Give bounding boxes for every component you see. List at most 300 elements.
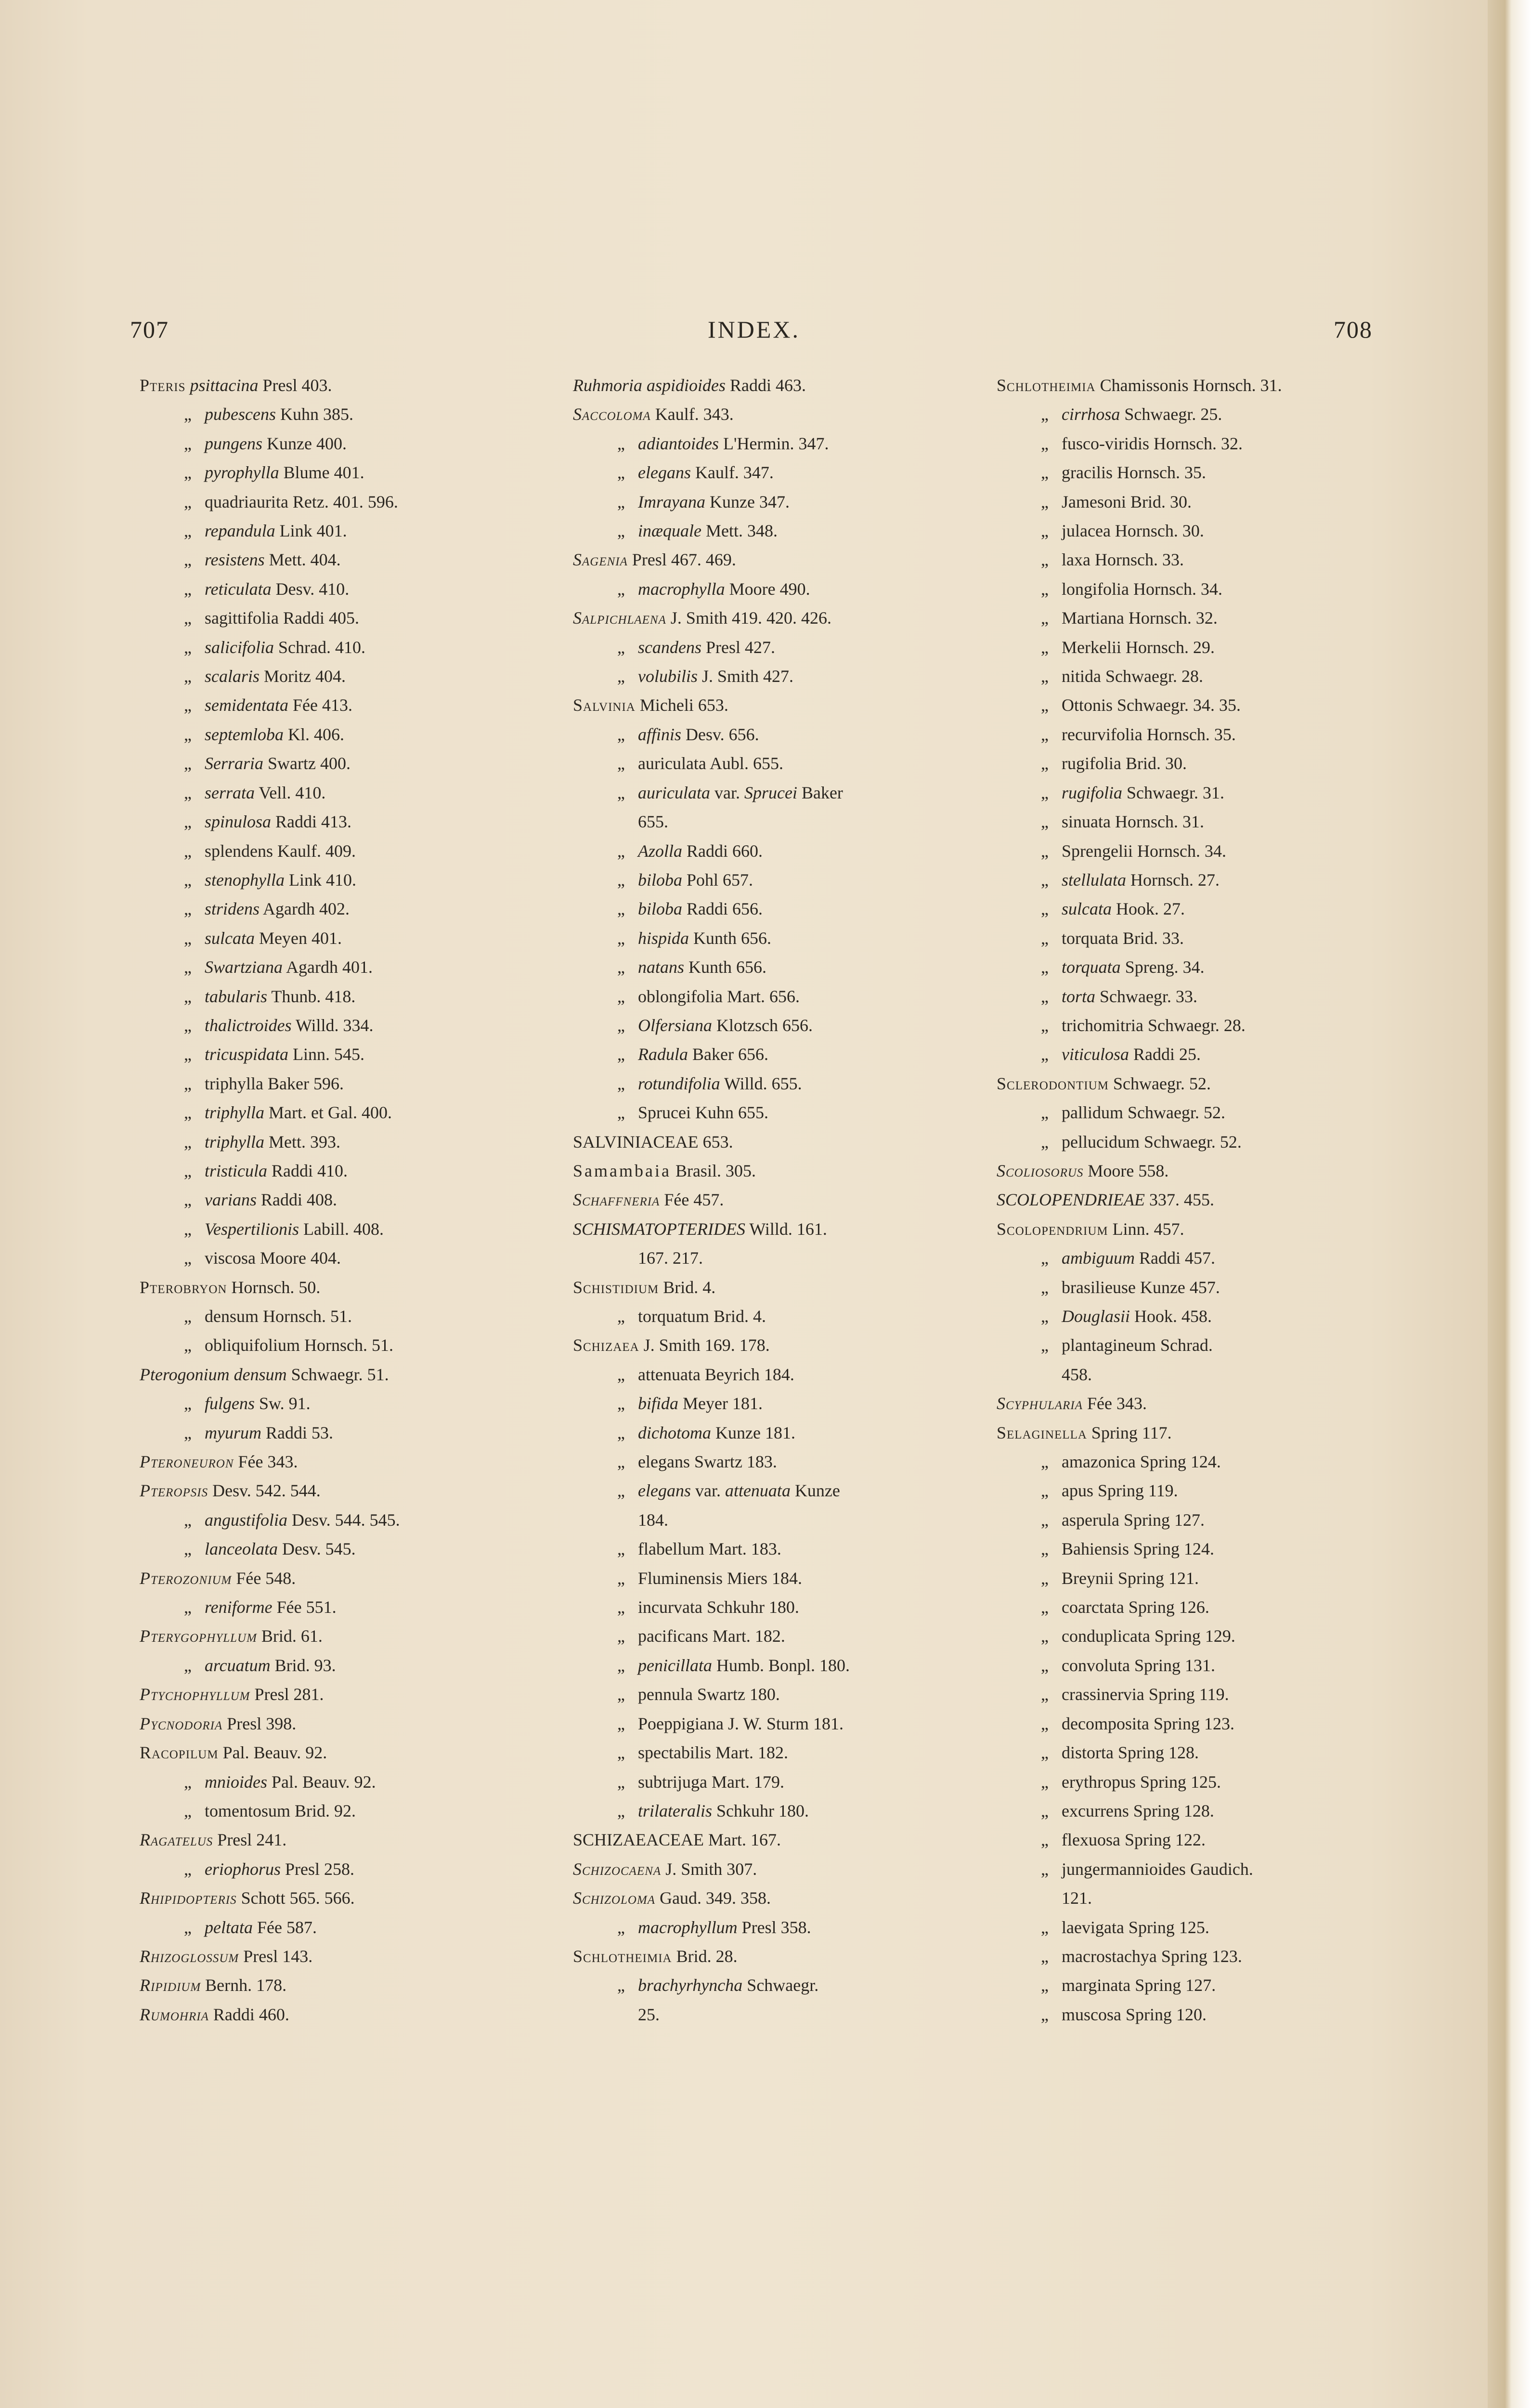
species-name: plantagineum (1062, 1335, 1156, 1355)
species-name: sulcata (1062, 899, 1112, 919)
authority: Swartz 183. (694, 1452, 777, 1472)
authority: Vell. 410. (259, 783, 326, 802)
index-entry (997, 1971, 1415, 2000)
species-name: conduplicata (1062, 1626, 1150, 1646)
authority: Mart. 182. (712, 1626, 785, 1646)
species-name: stridens (205, 899, 260, 919)
index-entry (573, 1971, 987, 2000)
authority: Hornsch. 33. (1094, 550, 1184, 570)
index-entry (140, 371, 554, 400)
authority: Schwaegr. 52. (1113, 1073, 1211, 1093)
authority: Mart. 656. (727, 986, 800, 1006)
ditto-mark: „ (1041, 1597, 1049, 1617)
authority: Raddi 460. (213, 2004, 289, 2024)
ditto-mark: „ (617, 957, 625, 977)
species-name: marginata (1062, 1976, 1131, 1995)
index-entry (997, 1884, 1415, 1912)
ditto-mark: „ (184, 637, 192, 657)
index-entry (573, 1389, 987, 1418)
index-entry (140, 894, 554, 923)
authority: 337. 455. (1149, 1190, 1214, 1210)
authority: Schwaegr. 52. (1128, 1103, 1225, 1123)
authority: Schrad. (1160, 1335, 1213, 1355)
ditto-mark: „ (184, 667, 192, 686)
authority: Meyer 181. (683, 1394, 763, 1413)
index-entry (997, 633, 1415, 662)
species-name: Poeppigiana (638, 1714, 724, 1733)
species-name: recurvifolia (1062, 724, 1142, 744)
ditto-mark: „ (1041, 1045, 1049, 1064)
species-name: angustifolia (205, 1510, 288, 1530)
index-entry (573, 953, 987, 982)
genus-name: Scoliosorus (997, 1161, 1084, 1180)
authority: Aubl. 655. (709, 754, 783, 773)
index-entry (140, 1796, 554, 1825)
index-entry (573, 1127, 987, 1156)
species-name: rugifolia (1062, 754, 1121, 773)
index-entry (997, 429, 1415, 458)
species-name: triphylla (205, 1103, 264, 1123)
ditto-mark: „ (617, 463, 625, 483)
species-name: fusco-viridis (1062, 433, 1149, 453)
authority: Spreng. 34. (1125, 957, 1205, 977)
index-entry (573, 807, 987, 836)
genus-name: Pteropsis (140, 1481, 208, 1501)
species-name: septemloba (205, 724, 284, 744)
species-name: quadriaurita (205, 492, 288, 511)
index-entry (573, 1651, 987, 1680)
genus-name: Salvinia (573, 695, 636, 715)
genus-name: Schaffneria (573, 1190, 660, 1210)
index-entry (140, 982, 554, 1011)
ditto-mark: „ (1041, 1976, 1049, 1995)
index-entry (573, 371, 987, 400)
authority: Spring 121. (1117, 1568, 1199, 1588)
species-name: attenuata (638, 1364, 701, 1384)
authority: var. attenuata Kunze (695, 1481, 840, 1501)
variety-name: attenuata (725, 1481, 791, 1501)
authority: Brid. 4. (713, 1307, 766, 1326)
index-entry (140, 1971, 554, 2000)
authority: Klotzsch 656. (716, 1015, 813, 1035)
index-entry (997, 1709, 1415, 1738)
index-entry (997, 1476, 1415, 1505)
index-entry (573, 1098, 987, 1127)
authority: Brid. 93. (274, 1655, 336, 1675)
index-entry (140, 516, 554, 545)
species-name: pubescens (205, 405, 276, 424)
species-name: Swartziana (205, 957, 283, 977)
index-entry (997, 1534, 1415, 1563)
species-name: peltata (205, 1917, 253, 1937)
ditto-mark: „ (617, 1568, 625, 1588)
ditto-mark: „ (184, 608, 192, 628)
species-name: ambiguum (1062, 1248, 1135, 1268)
authority: Kunth 656. (693, 928, 772, 948)
species-name: splendens (205, 841, 273, 861)
index-entry (573, 2000, 987, 2029)
ditto-mark: „ (1041, 870, 1049, 890)
species-name: auriculata (638, 754, 706, 773)
species-name: laxa (1062, 550, 1090, 570)
ditto-mark: „ (1041, 1655, 1049, 1675)
index-entry (997, 603, 1415, 632)
authority: Fée 343. (238, 1452, 298, 1472)
index-entry (140, 1302, 554, 1331)
ditto-mark: „ (184, 870, 192, 890)
authority: Desv. 545. (282, 1539, 356, 1559)
index-entry (573, 749, 987, 778)
species-name: fulgens (205, 1394, 255, 1413)
index-entry (140, 720, 554, 749)
species-name: tabularis (205, 986, 268, 1006)
ditto-mark: „ (617, 1743, 625, 1763)
genus-name: Schizocaena (573, 1859, 662, 1879)
authority: Spring 119. (1148, 1685, 1229, 1704)
authority: Pal. Beauv. 92. (272, 1772, 376, 1792)
species-name: reticulata (205, 579, 272, 599)
authority: Hornsch. 32. (1153, 433, 1243, 453)
genus-name: SCHIZAEACEAE (573, 1830, 704, 1850)
index-entry (573, 894, 987, 923)
genus-name: Ruhmoria (573, 376, 642, 395)
authority: Spring 128. (1133, 1801, 1214, 1820)
authority: Bernh. 178. (205, 1976, 287, 1995)
index-entry (140, 953, 554, 982)
species-name: aspidioides (647, 376, 726, 395)
ditto-mark: „ (1041, 667, 1049, 686)
authority: Desv. 542. 544. (212, 1481, 321, 1501)
index-entry (573, 487, 987, 516)
authority: Schkuhr 180. (716, 1801, 809, 1820)
entry-continuation: 184. (638, 1510, 668, 1530)
ditto-mark: „ (617, 1015, 625, 1035)
ditto-mark: „ (617, 1772, 625, 1792)
ditto-mark: „ (1041, 1277, 1049, 1297)
ditto-mark: „ (184, 695, 192, 715)
ditto-mark: „ (184, 986, 192, 1006)
ditto-mark: „ (617, 1452, 625, 1472)
species-name: decomposita (1062, 1714, 1149, 1733)
species-name: laevigata (1062, 1917, 1124, 1937)
authority: Kunze 457. (1140, 1277, 1220, 1297)
ditto-mark: „ (184, 1394, 192, 1413)
index-entry (140, 749, 554, 778)
authority: J. Smith 419. 420. 426. (670, 608, 831, 628)
entry-continuation: 167. 217. (638, 1248, 703, 1268)
ditto-mark: „ (1041, 841, 1049, 861)
authority: Presl 143. (243, 1946, 313, 1966)
species-name: Imrayana (638, 492, 705, 511)
index-entry (573, 1767, 987, 1796)
genus-name: SCOLOPENDRIEAE (997, 1190, 1145, 1210)
index-entry (997, 371, 1415, 400)
index-entry (997, 1418, 1415, 1447)
ditto-mark: „ (184, 463, 192, 483)
species-name: stellulata (1062, 870, 1126, 890)
index-entry (573, 1447, 987, 1476)
genus-name: Ragatelus (140, 1830, 213, 1850)
species-name: resistens (205, 550, 265, 570)
ditto-mark: „ (184, 841, 192, 861)
index-entry (140, 1185, 554, 1214)
index-entry (573, 1069, 987, 1098)
index-entry (997, 894, 1415, 923)
index-entry (140, 400, 554, 429)
ditto-mark: „ (1041, 928, 1049, 948)
ditto-mark: „ (1041, 1103, 1049, 1123)
genus-name: SCHISMATOPTERIDES (573, 1219, 745, 1239)
species-name: eriophorus (205, 1859, 281, 1879)
index-entry (140, 487, 554, 516)
index-entry (997, 516, 1415, 545)
ditto-mark: „ (1041, 1917, 1049, 1937)
ditto-mark: „ (1041, 899, 1049, 919)
species-name: serrata (205, 783, 255, 802)
ditto-mark: „ (617, 1394, 625, 1413)
species-name: Bahiensis (1062, 1539, 1129, 1559)
authority: Spring 120. (1125, 2004, 1207, 2024)
ditto-mark: „ (617, 1655, 625, 1675)
ditto-mark: „ (617, 667, 625, 686)
authority: Baker 596. (267, 1073, 344, 1093)
ditto-mark: „ (184, 1423, 192, 1442)
authority: Schwaegr. 28. (1147, 1015, 1246, 1035)
authority: Hornsch. 27. (1130, 870, 1220, 890)
right-page-number: 708 (1334, 316, 1373, 343)
ditto-mark: „ (1041, 1335, 1049, 1355)
index-entry (997, 953, 1415, 982)
genus-name: Rumohria (140, 2004, 209, 2024)
species-name: flabellum (638, 1539, 704, 1559)
species-name: Sprucei (638, 1103, 691, 1123)
species-name: asperula (1062, 1510, 1119, 1530)
index-entry (573, 1302, 987, 1331)
index-entry (573, 865, 987, 894)
authority: Agardh 402. (263, 899, 350, 919)
authority: Presl 241. (217, 1830, 287, 1850)
authority: Link 401. (279, 521, 347, 541)
authority: Spring 122. (1124, 1830, 1206, 1850)
ditto-mark: „ (617, 1045, 625, 1064)
species-name: rugifolia (1062, 783, 1123, 802)
ditto-mark: „ (617, 1481, 625, 1501)
authority: Retz. 401. 596. (292, 492, 398, 511)
index-entry (140, 545, 554, 574)
authority: Raddi 656. (687, 899, 763, 919)
index-entry (140, 1360, 554, 1389)
genus-name: Saccoloma (573, 405, 651, 424)
index-entry (573, 1215, 987, 1243)
ditto-mark: „ (617, 899, 625, 919)
ditto-mark: „ (184, 1307, 192, 1326)
index-entry (140, 1069, 554, 1098)
ditto-mark: „ (1041, 1801, 1049, 1820)
ditto-mark: „ (1041, 1772, 1049, 1792)
authority: Hornsch. 32. (1128, 608, 1218, 628)
index-entry (997, 1505, 1415, 1534)
authority: Hornsch. 35. (1116, 463, 1206, 483)
ditto-mark: „ (1041, 1626, 1049, 1646)
authority: Raddi 463. (730, 376, 806, 395)
species-name: hispida (638, 928, 689, 948)
species-name: incurvata (638, 1597, 702, 1617)
index-entry (140, 662, 554, 691)
index-entry (573, 1273, 987, 1302)
authority: Schwaegr. (747, 1976, 819, 1995)
authority: Presl 281. (254, 1685, 324, 1704)
index-entry (573, 1476, 987, 1505)
authority: Brid. 4. (663, 1277, 716, 1297)
authority: Spring 127. (1135, 1976, 1216, 1995)
authority: Spring 128. (1117, 1743, 1199, 1763)
species-name: spectabilis (638, 1743, 711, 1763)
index-entry (140, 1505, 554, 1534)
species-name: thalictroides (205, 1015, 292, 1035)
entry-continuation: 121. (1062, 1888, 1092, 1908)
index-entry (573, 1738, 987, 1767)
authority: Schwaegr. 34. 35. (1117, 695, 1241, 715)
ditto-mark: „ (184, 405, 192, 424)
authority: Desv. 544. 545. (292, 1510, 400, 1530)
authority: Thunb. 418. (271, 986, 356, 1006)
ditto-mark: „ (1041, 1714, 1049, 1733)
genus-name: Selaginella (997, 1423, 1087, 1442)
authority: Raddi 410. (272, 1161, 348, 1180)
genus-name: Pterygophyllum (140, 1626, 257, 1646)
ditto-mark: „ (617, 783, 625, 802)
ditto-mark: „ (1041, 521, 1049, 541)
species-name: coarctata (1062, 1597, 1124, 1617)
index-entry (997, 749, 1415, 778)
species-name: pallidum (1062, 1103, 1123, 1123)
index-entry (140, 1884, 554, 1912)
authority: Moore 404. (259, 1248, 341, 1268)
genus-name: Pterobryon (140, 1277, 227, 1297)
species-name: flexuosa (1062, 1830, 1120, 1850)
authority: Gaudich. (1190, 1859, 1253, 1879)
species-name: arcuatum (205, 1655, 271, 1675)
ditto-mark: „ (1041, 812, 1049, 832)
index-entry (997, 1069, 1415, 1098)
index-entry (997, 1360, 1415, 1389)
index-entry (997, 1011, 1415, 1040)
index-entry (573, 1011, 987, 1040)
index-entry (573, 1942, 987, 1971)
index-entry (573, 1913, 987, 1942)
ditto-mark: „ (184, 1335, 192, 1355)
index-entry (140, 1011, 554, 1040)
authority: Presl 398. (227, 1714, 297, 1733)
ditto-mark: „ (1041, 608, 1049, 628)
index-entry (997, 1825, 1415, 1854)
index-entry (997, 1651, 1415, 1680)
genus-name: Rhizoglossum (140, 1946, 239, 1966)
ditto-mark: „ (1041, 1685, 1049, 1704)
ditto-mark: „ (617, 521, 625, 541)
ditto-mark: „ (184, 928, 192, 948)
index-entry (997, 1855, 1415, 1884)
species-name: dichotoma (638, 1423, 711, 1442)
variety-name: Sprucei (744, 783, 797, 802)
index-entry (140, 1389, 554, 1418)
index-entry (997, 2000, 1415, 2029)
species-name: julacea (1062, 521, 1111, 541)
species-name: erythropus (1062, 1772, 1136, 1792)
authority: Hornsch. 31. (1115, 812, 1204, 832)
species-name: mnioides (205, 1772, 267, 1792)
species-name: spinulosa (205, 812, 272, 832)
index-entry (997, 1913, 1415, 1942)
index-entry (997, 400, 1415, 429)
index-entry (573, 1709, 987, 1738)
ditto-mark: „ (184, 1161, 192, 1180)
index-entry (140, 1738, 554, 1767)
species-name: torquata (1062, 928, 1118, 948)
authority: Schrad. 410. (278, 637, 365, 657)
species-name: sulcata (205, 928, 255, 948)
authority: Kunze 400. (267, 433, 347, 453)
genus-name: Rhipidopteris (140, 1888, 237, 1908)
ditto-mark: „ (1041, 957, 1049, 977)
authority: Baker 656. (692, 1045, 768, 1064)
authority: Link 410. (288, 870, 356, 890)
index-entry (573, 1825, 987, 1854)
species-name: tristicula (205, 1161, 268, 1180)
index-entry (997, 1389, 1415, 1418)
species-name: affinis (638, 724, 682, 744)
index-entry (140, 1156, 554, 1185)
index-entry (997, 1243, 1415, 1272)
index-entry (997, 1127, 1415, 1156)
authority: Mart. 179. (711, 1772, 784, 1792)
index-entry (140, 691, 554, 720)
index-entry (573, 1796, 987, 1825)
genus-name: Scolopendrium (997, 1219, 1108, 1239)
ditto-mark: „ (1041, 2004, 1049, 2024)
index-entry (140, 633, 554, 662)
authority: Spring 124. (1133, 1539, 1215, 1559)
index-entry (573, 837, 987, 865)
index-entry (997, 982, 1415, 1011)
ditto-mark: „ (617, 579, 625, 599)
ditto-mark: „ (184, 724, 192, 744)
ditto-mark: „ (1041, 433, 1049, 453)
authority: Kuhn 385. (280, 405, 353, 424)
index-entry (997, 1942, 1415, 1971)
index-entry (140, 2000, 554, 2029)
index-entry (140, 429, 554, 458)
ditto-mark: „ (184, 1655, 192, 1675)
ditto-mark: „ (617, 1423, 625, 1442)
index-entry (140, 458, 554, 487)
index-entry (140, 1418, 554, 1447)
authority: Kunze 181. (715, 1423, 795, 1442)
ditto-mark: „ (1041, 1248, 1049, 1268)
ditto-mark: „ (617, 1685, 625, 1704)
species-name: triphylla (205, 1132, 264, 1152)
index-entry (573, 575, 987, 603)
index-entry (140, 1767, 554, 1796)
ditto-mark: „ (184, 1597, 192, 1617)
index-entry (997, 662, 1415, 691)
authority: Spring 125. (1128, 1917, 1209, 1937)
genus-name: Salpichlaena (573, 608, 666, 628)
authority: Agardh 401. (286, 957, 373, 977)
ditto-mark: „ (617, 1307, 625, 1326)
ditto-mark: „ (1041, 550, 1049, 570)
index-entry (997, 1273, 1415, 1302)
